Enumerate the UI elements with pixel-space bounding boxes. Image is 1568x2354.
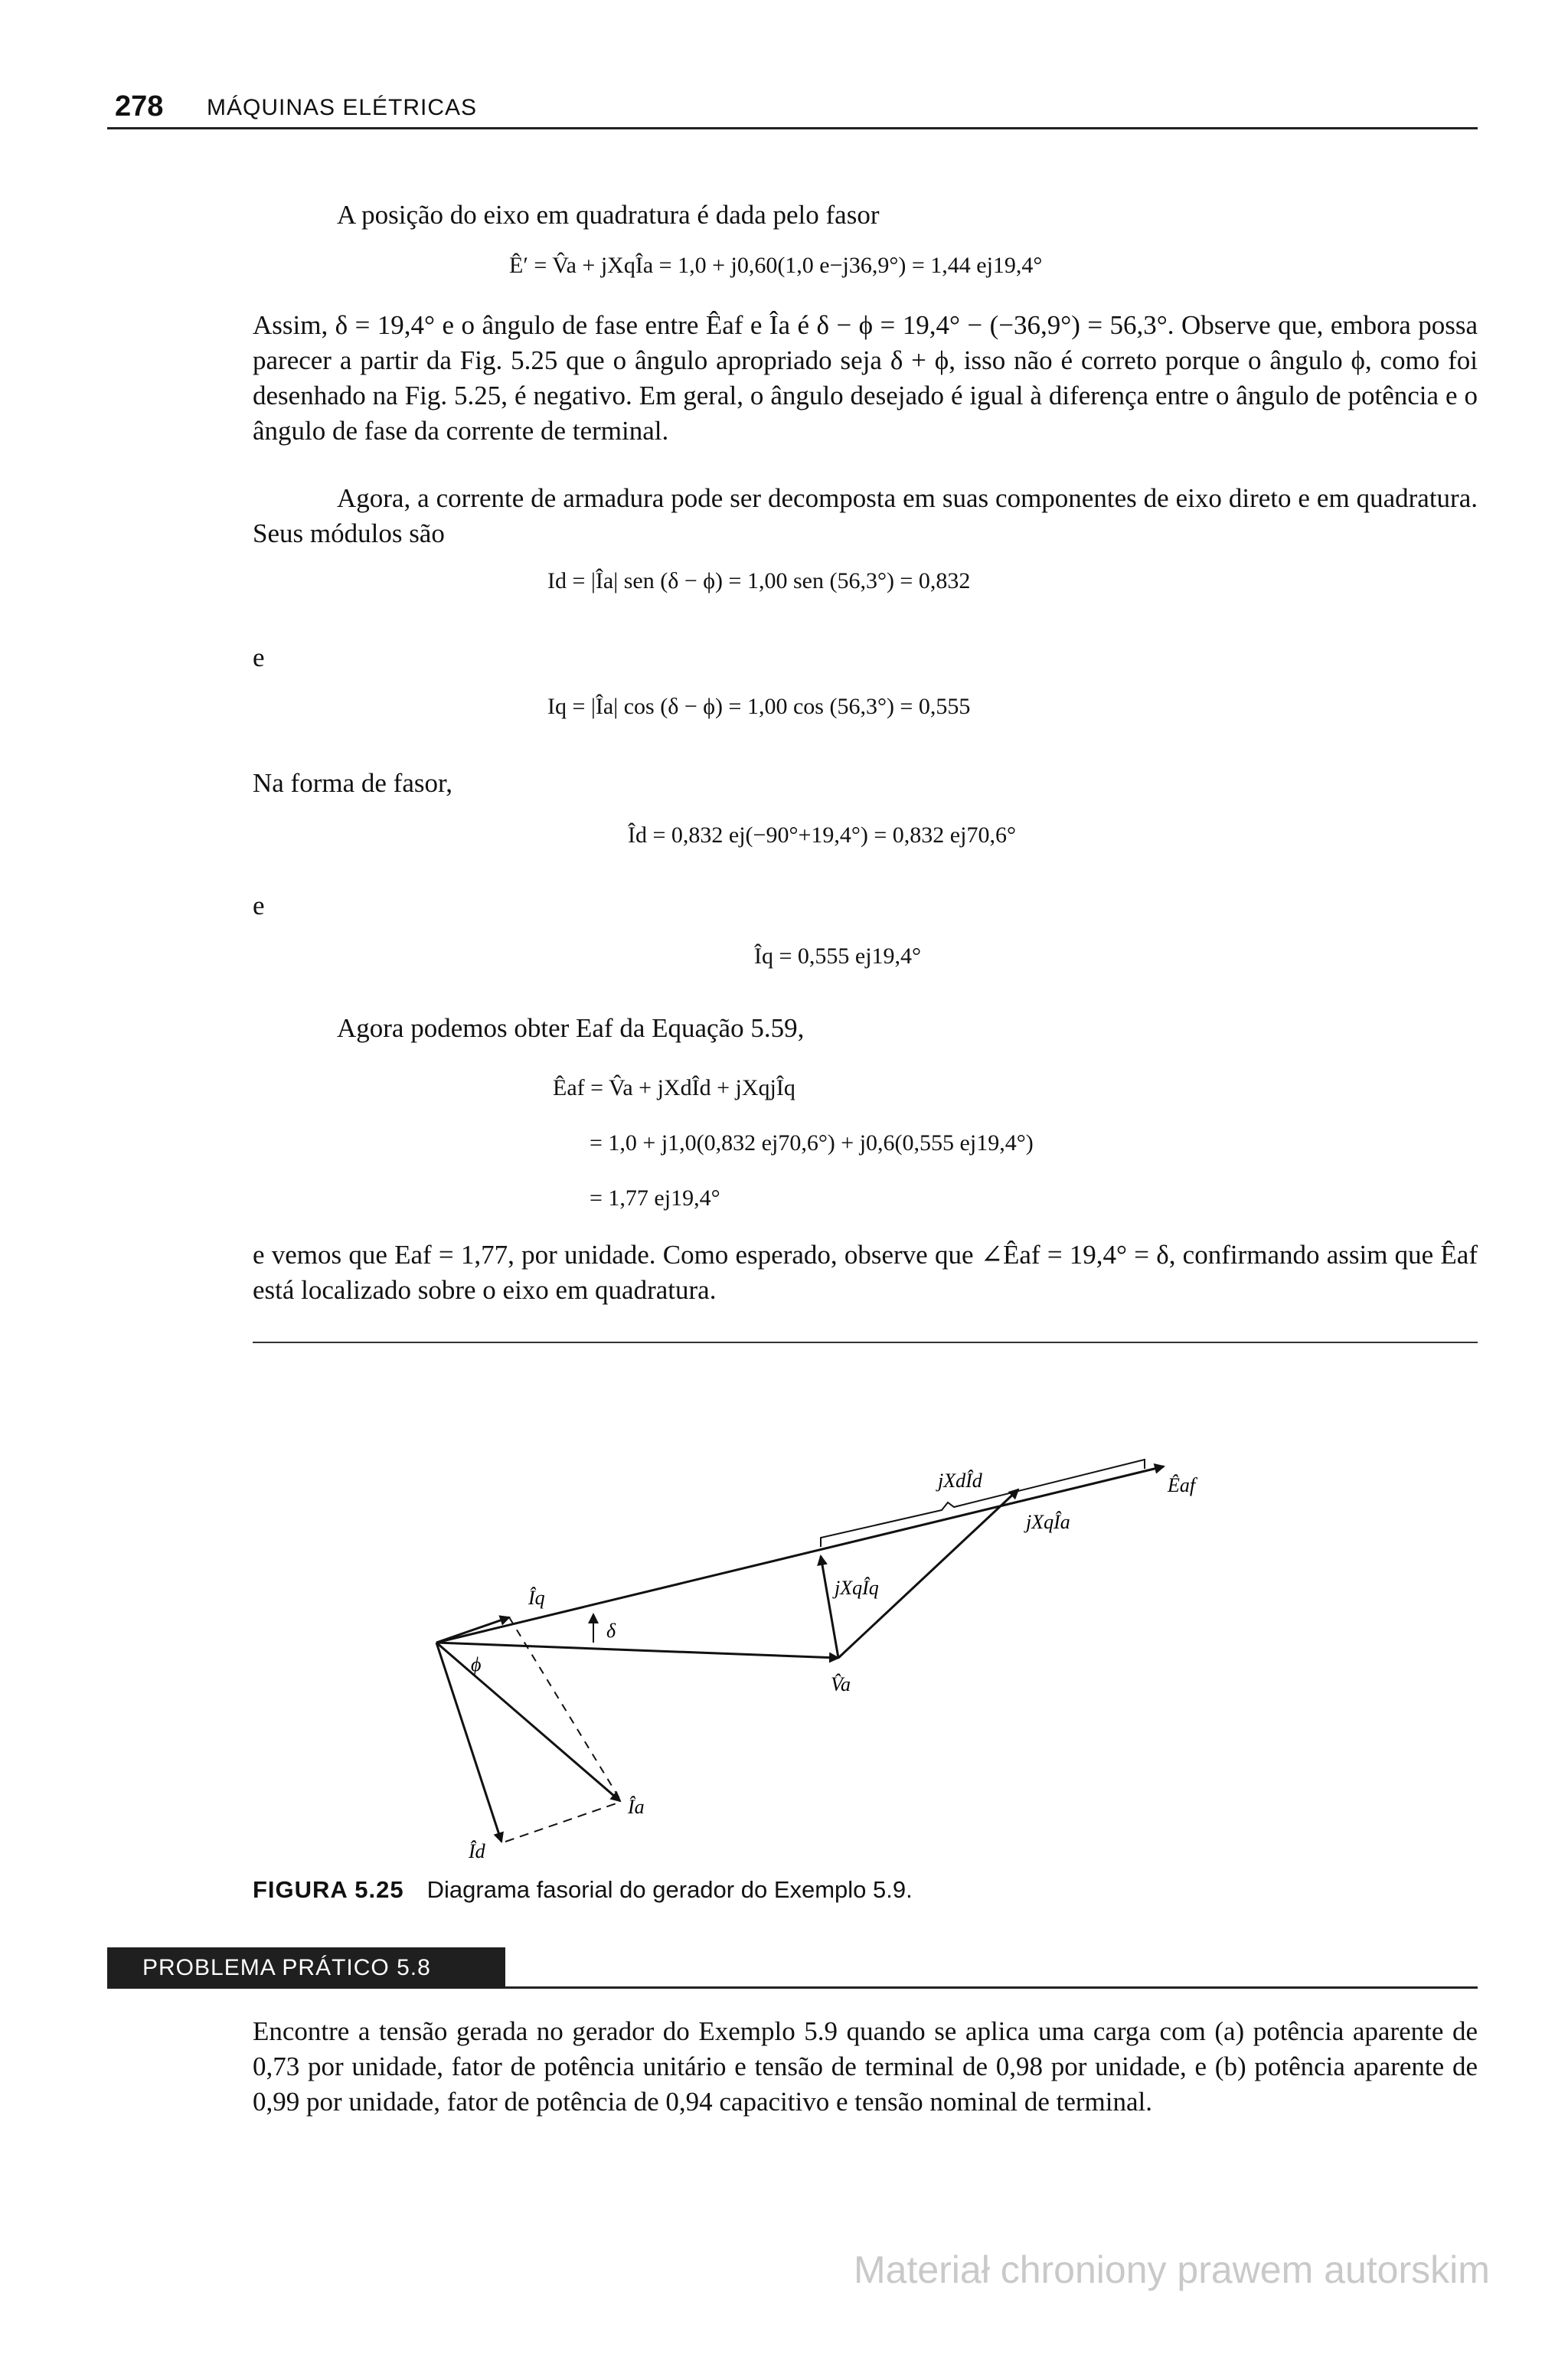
phasor-diagram: [398, 1394, 1286, 1868]
label-eaf: Êaf: [1168, 1474, 1196, 1496]
label-ia: Îa: [628, 1796, 645, 1818]
equation-eaf-line1: Êaf = V̂a + jXdÎd + jXqjÎq: [553, 1075, 795, 1100]
page-number: 278: [115, 90, 164, 123]
paragraph-decomposition: Agora, a corrente de armadura pode ser decomposta em suas componentes de eixo direto e em quadratura. Seus módulos são: [253, 483, 1478, 548]
jxq-ia-vector: [838, 1489, 1018, 1658]
equation-eaf-line3: = 1,77 ej19,4°: [590, 1185, 720, 1211]
paragraph-obtain-eaf: Agora podemos obter Eaf da Equação 5.59,: [337, 1013, 805, 1043]
problem-banner: [107, 1947, 505, 1989]
problem-text: Encontre a tensão gerada no gerador do Exemplo 5.9 quando se aplica uma carga com (a) potência aparente de 0,73 por unidade, fator de potência unitário e tensão de terminal de 0,98 por unidade, e (b) potência aparente de 0,99 por unidade, fator de potência de 0,94 capacitivo e tensão nominal de terminal.: [253, 2016, 1478, 2117]
label-va: V̂a: [831, 1673, 851, 1695]
equation-e-prime: Ê′ = V̂a + jXqÎa = 1,0 + j0,60(1,0 e−j36,9°) = 1,44 ej19,4°: [509, 253, 1043, 278]
label-id: Îd: [469, 1840, 485, 1862]
jxq-iq-vector: [821, 1556, 838, 1658]
jxd-id-brace: [821, 1460, 1145, 1547]
id-ia-dashed-line: [505, 1803, 616, 1842]
header-rule: [107, 127, 1478, 129]
problem-rule: [505, 1986, 1478, 1989]
paragraph-angle: Assim, δ = 19,4° e o ângulo de fase entre Êaf e Îa é δ − ϕ = 19,4° − (−36,9°) = 56,3°. Observe que, embora possa parecer a partir da Fig. 5.25 que o ângulo apropriado seja δ + ϕ, isso não é correto porque o ângulo ϕ, como foi desenhado na Fig. 5.25, é negativo. Em geral, o ângulo desejado é igual à diferença entre o ângulo de potência e o ângulo de fase da corrente de terminal.: [253, 310, 1478, 446]
figure-caption-label: FIGURA 5.25: [253, 1876, 404, 1903]
id-vector: [436, 1643, 501, 1842]
figure-caption-text: Diagrama fasorial do gerador do Exemplo 5.9.: [426, 1876, 913, 1903]
paragraph-phasor-form: Na forma de fasor,: [253, 768, 452, 798]
va-vector: [436, 1643, 838, 1658]
label-phi: ϕ: [471, 1653, 482, 1676]
eaf-vector: [436, 1466, 1164, 1643]
label-iq: Îq: [528, 1587, 545, 1609]
equation-eaf-line2: = 1,0 + j1,0(0,832 ej70,6°) + j0,6(0,555 ej19,4°): [590, 1130, 1034, 1156]
paragraph-conclusion: e vemos que Eaf = 1,77, por unidade. Como esperado, observe que ∠Êaf = 19,4° = δ, confirmando assim que Êaf está localizado sobre o eixo em quadratura.: [253, 1240, 1478, 1305]
ia-vector: [436, 1643, 620, 1801]
equation-id: Id = |Îa| sen (δ − ϕ) = 1,00 sen (56,3°) = 0,832: [547, 568, 971, 593]
conjunction-e-1: e: [253, 642, 265, 672]
copyright-watermark: Materiał chroniony prawem autorskim: [854, 2248, 1490, 2291]
figure-caption: [253, 1876, 913, 1904]
label-jxq-iq: jXqÎq: [835, 1577, 879, 1599]
conjunction-e-2: e: [253, 891, 265, 920]
equation-iq-phasor: Îq = 0,555 ej19,4°: [754, 943, 922, 969]
problem-banner-label: PROBLEMA PRÁTICO 5.8: [142, 1955, 431, 1980]
equation-id-phasor: Îd = 0,832 ej(−90°+19,4°) = 0,832 ej70,6°: [628, 822, 1016, 848]
running-title: MÁQUINAS ELÉTRICAS: [207, 95, 478, 120]
label-jxd-id: jXdÎd: [938, 1470, 982, 1492]
label-delta: δ: [606, 1620, 616, 1642]
equation-iq: Iq = |Îa| cos (δ − ϕ) = 1,00 cos (56,3°) = 0,555: [547, 694, 971, 719]
page-header: [107, 90, 1478, 130]
section-rule: [253, 1342, 1478, 1343]
paragraph-intro: A posição do eixo em quadratura é dada pelo fasor: [337, 200, 880, 230]
iq-ia-dashed-line: [509, 1617, 620, 1800]
label-jxq-ia: jXqÎa: [1026, 1511, 1070, 1533]
